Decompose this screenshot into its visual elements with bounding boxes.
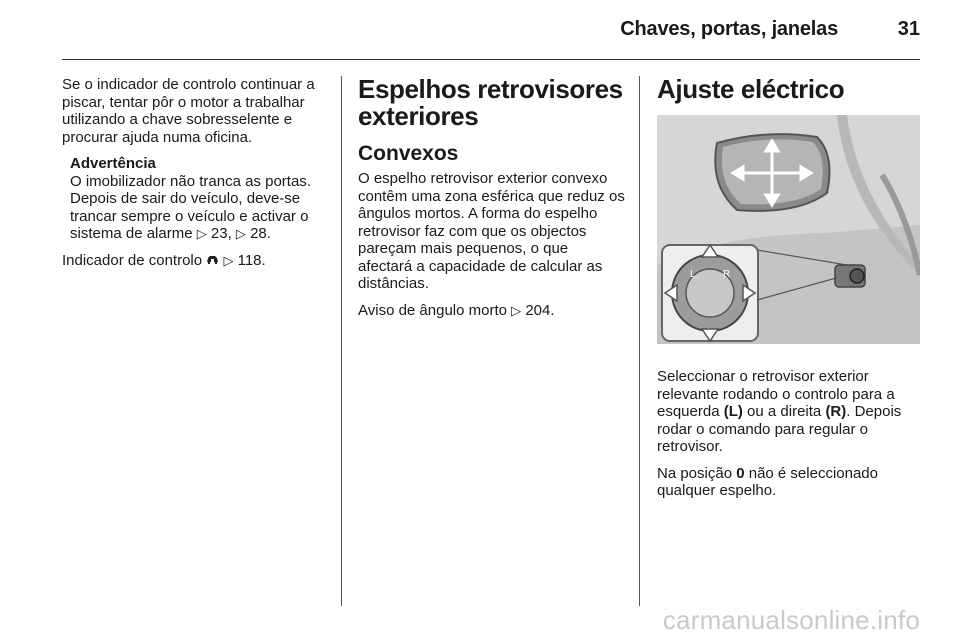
paragraph-indicator-blinking: Se o indicador de controlo continuar a piscar, tentar pôr o motor a trabalhar utilizando a chave sobresselente e procurar ajuda numa oficina. — [62, 76, 315, 146]
column-divider-1 — [341, 76, 342, 606]
column-2 — [358, 76, 626, 328]
section-heading-electric: Ajuste eléctrico — [657, 74, 845, 104]
page-ref-arrow-icon: ▷ — [235, 226, 246, 241]
subheading-convex: Convexos — [358, 142, 459, 165]
watermark: carmanualsonline.info — [662, 605, 920, 635]
paragraph-indicator-ref: Indicador de controlo ▷ 118. — [62, 251, 266, 269]
blind-spot-label: Aviso de ângulo morto — [358, 301, 512, 319]
warning-title: Advertência — [70, 155, 156, 172]
select-mirror-text-b: ou a direita — [742, 403, 826, 420]
section-heading-mirrors: Espelhos retrovisores exteriores — [358, 74, 623, 131]
blind-spot-ref[interactable]: 204 — [525, 301, 551, 319]
car-lock-icon — [206, 252, 219, 270]
page-ref-arrow-icon: ▷ — [196, 226, 207, 241]
label-left: (L) — [723, 403, 743, 420]
select-mirror-text-a: Seleccionar o retrovisor exterior relevante rodando o controlo para a esquerda — [657, 368, 895, 420]
select-mirror-text-c: . Depois rodar o comando para regular o retrovisor. — [657, 403, 902, 455]
page-ref-arrow-icon: ▷ — [511, 302, 522, 318]
warning-box — [70, 155, 330, 243]
paragraph-position-zero — [657, 465, 925, 500]
indicator-ref[interactable]: 118 — [237, 251, 262, 269]
column-1 — [62, 76, 330, 278]
paragraph-convex-mirror: O espelho retrovisor exterior convexo contêm uma zona esférica que reduz os ângulos mortos. A forma do espelho retrovisor faz com que os objectos pareçam mais pequenos, o que afectará a capacidade de calcular as distâncias. — [358, 170, 625, 292]
indicator-label: Indicador de controlo — [62, 251, 207, 269]
label-right: (R) — [825, 403, 847, 420]
position-zero-text-a: Na posição — [657, 464, 737, 482]
label-zero: 0 — [736, 464, 745, 482]
mirror-adjust-figure — [657, 115, 920, 344]
knob-label-r: R — [723, 269, 731, 280]
knob-label-l: L — [690, 269, 696, 280]
position-zero-text-b: não é seleccionado qualquer espelho. — [657, 464, 878, 499]
warning-ref-a[interactable]: 23 — [210, 225, 228, 242]
warning-ref-b[interactable]: 28 — [250, 225, 267, 242]
paragraph-blind-spot: Aviso de ângulo morto ▷ 204. — [358, 301, 555, 319]
column-divider-2 — [639, 76, 640, 606]
page-ref-arrow-icon: ▷ — [223, 252, 234, 268]
page-header-title: Chaves, portas, janelas — [620, 18, 838, 40]
header-divider — [62, 59, 920, 60]
warning-body: O imobilizador não tranca as portas. Depois de sair do veículo, deve-se trancar sempre o veículo e activar o sistema de alarme — [70, 172, 311, 242]
warning-text: O imobilizador não tranca as portas. Depois de sair do veículo, deve-se trancar sempre o veículo e activar o sistema de alarme ▷ 23, ▷ 28. — [70, 172, 311, 242]
column-3 — [657, 76, 925, 509]
paragraph-select-mirror — [657, 368, 925, 456]
page-number: 31 — [897, 18, 920, 40]
